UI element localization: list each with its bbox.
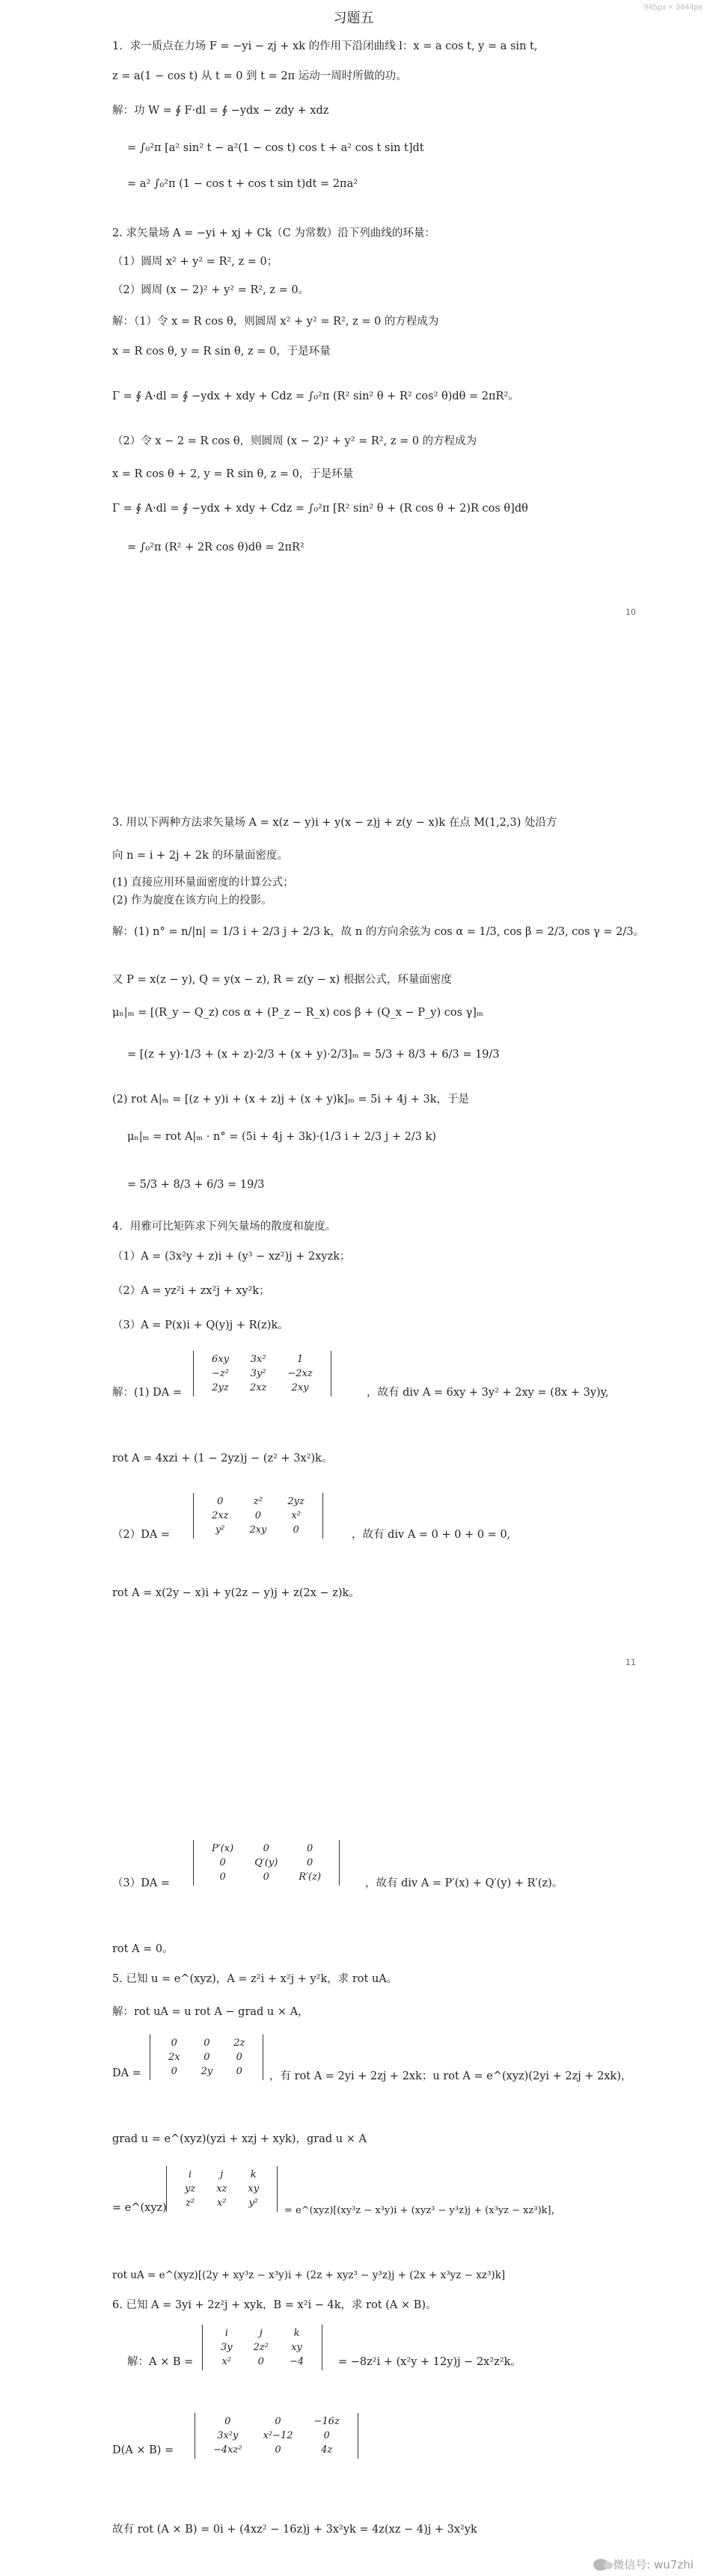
- cross-prefix: = e^(xyz): [112, 2202, 167, 2214]
- jacobian-matrix: 0 0 2z 2x 0 0 0 2y 0: [150, 2034, 263, 2080]
- jacobian-label: DA =: [112, 2067, 141, 2079]
- image-dimensions: 945px × 3444px: [643, 3, 703, 12]
- jacobian-matrix: P′(x) 0 0 0 Q′(y) 0 0 0 R′(z): [193, 1840, 340, 1886]
- text-line: 解：rot uA = u rot A − grad u × A，: [112, 2006, 309, 2018]
- text-line: 解：功 W = ∮ F·dl = ∮ −ydx − zdy + xdz: [112, 105, 329, 117]
- jacobian-label: 解：(1) DA =: [112, 1387, 183, 1399]
- text-line: 1．求一质点在力场 F = −yi − zj + xk 的作用下沿闭曲线 l：x = a cos t, y = a sin t,: [112, 40, 538, 52]
- text-line: μₙ|ₘ = rot A|ₘ · n° = (5i + 4j + 3k)·(1/3 i + 2/3 j + 2/3 k): [127, 1131, 437, 1143]
- text-line: ，故有 div A = 0 + 0 + 0 = 0,: [352, 1529, 511, 1541]
- page-title: 习题五: [333, 10, 374, 26]
- jacobian-label: （2）DA =: [112, 1529, 171, 1541]
- text-line: （1）圆周 x² + y² = R², z = 0；: [112, 256, 278, 268]
- text-line: Γ = ∮ A·dl = ∮ −ydx + xdy + Cdz = ∫₀²π [R² sin² θ + (R cos θ + 2)R cos θ]dθ: [112, 503, 528, 515]
- text-line: = e^(xyz)[(xy³z − x³y)i + (xyz³ − y³z)j + (x³yz − xz³)k]，: [284, 2205, 561, 2216]
- text-line: 解：(1) n° = n/|n| = 1/3 i + 2/3 j + 2/3 k，故 n 的方向余弦为 cos α = 1/3, cos β = 2/3, cos γ = 2/3。: [112, 926, 645, 938]
- watermark: [593, 2557, 694, 2572]
- text-line: = 5/3 + 8/3 + 6/3 = 19/3: [127, 1179, 265, 1191]
- text-line: 又 P = x(z − y), Q = y(x − z), R = z(y − x) 根据公式，环量面密度: [112, 974, 452, 986]
- text-line: = [(z + y)·1/3 + (x + z)·2/3 + (x + y)·2/3]ₘ = 5/3 + 8/3 + 6/3 = 19/3: [127, 1049, 500, 1061]
- text-line: = −8z²i + (x²y + 12y)j − 2x²z²k。: [338, 2356, 521, 2368]
- text-line: ，有 rot A = 2yi + 2zj + 2xk；u rot A = e^(xyz)(2yi + 2zj + 2xk)，: [269, 2070, 632, 2082]
- text-line: = ∫₀²π (R² + 2R cos θ)dθ = 2πR²: [127, 542, 304, 553]
- text-line: （2）圆周 (x − 2)² + y² = R², z = 0。: [112, 284, 310, 296]
- cross-product-determinant: i j k yz xz xy z² x² y²: [166, 2166, 278, 2212]
- wechat-icon: [593, 2559, 608, 2571]
- text-line: μₙ|ₘ = [(R_y − Q_z) cos α + (P_z − R_x) cos β + (Q_x − P_y) cos γ]ₘ: [112, 1007, 483, 1019]
- text-line: 5. 已知 u = e^(xyz)，A = z²i + x²j + y²k，求 rot uA。: [112, 1973, 398, 1985]
- text-line: 解：（1）令 x = R cos θ，则圆周 x² + y² = R², z = 0 的方程成为: [112, 316, 439, 328]
- text-line: = ∫₀²π [a² sin² t − a²(1 − cos t) cos t + a² cos t sin t]dt: [127, 142, 424, 154]
- text-line: z = a(1 − cos t) 从 t = 0 到 t = 2π 运动一周时所做的功。: [112, 70, 407, 82]
- text-line: Γ = ∮ A·dl = ∮ −ydx + xdy + Cdz = ∫₀²π (R² sin² θ + R² cos² θ)dθ = 2πR²。: [112, 390, 519, 402]
- cross-label: 解：A × B =: [127, 2356, 194, 2368]
- text-line: = a² ∫₀²π (1 − cos t + cos t sin t)dt = 2πa²: [127, 178, 358, 190]
- watermark-text: 微信号: wu7zhi: [613, 2558, 694, 2572]
- page-number: 11: [625, 1657, 636, 1667]
- text-line: rot A = x(2y − x)i + y(2z − y)j + z(2x − z)k。: [112, 1587, 360, 1599]
- text-line: ，故有 div A = 6xy + 3y² + 2xy = (8x + 3y)y,: [367, 1387, 609, 1399]
- page-number: 10: [625, 607, 636, 617]
- text-line: （3）A = P(x)i + Q(y)j + R(z)k。: [112, 1319, 289, 1331]
- jacobian-matrix: 0 0 −16z 3x²y x²−12 0 −4xz² 0 4z: [195, 2413, 358, 2459]
- text-line: （2）令 x − 2 = R cos θ，则圆周 (x − 2)² + y² = R², z = 0 的方程成为: [112, 435, 477, 447]
- cross-product-determinant: i j k 3y 2z² xy x² 0 −4: [202, 2325, 322, 2370]
- text-line: rot uA = e^(xyz)[(2y + xy³z − x³y)i + (2z + xyz³ − y³z)j + (2x + x³yz − xz³)k]: [112, 2269, 506, 2281]
- text-line: 故有 rot (A × B) = 0i + (4xz² − 16z)j + 3x²yk = 4z(xz − 4)j + 3x²yk: [112, 2524, 477, 2536]
- text-line: 向 n = i + 2j + 2k 的环量面密度。: [112, 850, 289, 862]
- text-line: (2) 作为旋度在该方向上的投影。: [112, 895, 272, 907]
- jacobian-matrix: 6xy 3x² 1 −z² 3y² −2xz 2yz 2xz 2xy: [193, 1351, 331, 1396]
- text-line: ，故有 div A = P′(x) + Q′(y) + R′(z)。: [365, 1877, 563, 1889]
- text-line: (2) rot A|ₘ = [(z + y)i + (x + z)j + (x + y)k]ₘ = 5i + 4j + 3k，于是: [112, 1094, 469, 1105]
- text-line: 2. 求矢量场 A = −yi + xj + Ck（C 为常数）沿下列曲线的环量：: [112, 227, 435, 239]
- text-line: (1) 直接应用环量面密度的计算公式；: [112, 877, 294, 889]
- text-line: grad u = e^(xyz)(yzi + xzj + xyk)，grad u × A: [112, 2133, 367, 2145]
- text-line: 6. 已知 A = 3yi + 2z²j + xyk，B = x²i − 4k，求 rot (A × B)。: [112, 2299, 437, 2311]
- text-line: （2）A = yz²i + zx²j + xy²k；: [112, 1285, 270, 1297]
- jacobian-matrix: 0 z² 2yz 2xz 0 x² y² 2xy 0: [193, 1493, 323, 1539]
- text-line: x = R cos θ, y = R sin θ, z = 0，于是环量: [112, 346, 331, 358]
- text-line: 4．用雅可比矩阵求下列矢量场的散度和旋度。: [112, 1221, 337, 1233]
- text-line: rot A = 0。: [112, 1943, 174, 1955]
- text-line: 3. 用以下两种方法求矢量场 A = x(z − y)i + y(x − z)j + z(y − x)k 在点 M(1,2,3) 处沿方: [112, 817, 557, 829]
- text-line: （1）A = (3x²y + z)i + (y³ − xz²)j + 2xyzk；: [112, 1251, 351, 1263]
- text-line: x = R cos θ + 2, y = R sin θ, z = 0，于是环量: [112, 468, 354, 480]
- jacobian-label: （3）DA =: [112, 1877, 171, 1889]
- text-line: rot A = 4xzi + (1 − 2yz)j − (z² + 3x²)k。: [112, 1453, 333, 1465]
- jacobian-label: D(A × B) =: [112, 2444, 174, 2456]
